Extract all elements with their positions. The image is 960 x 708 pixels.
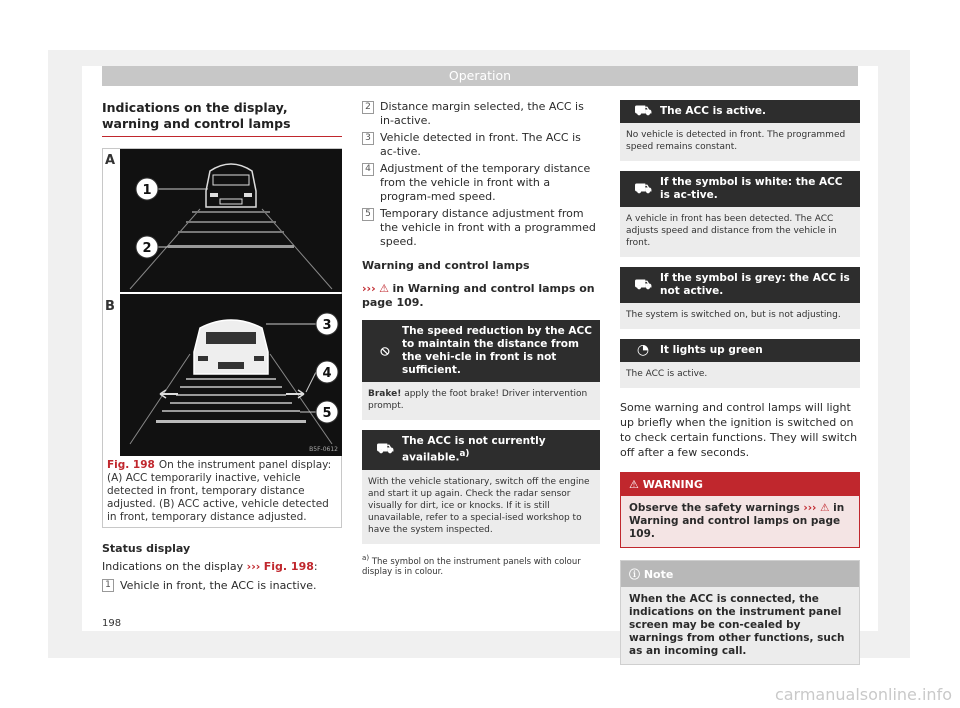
display-panel-b — [120, 294, 342, 456]
acc-brake-icon: ⦸ — [380, 342, 390, 359]
item-text-3: Vehicle detected in front. The ACC is ac-tive. — [380, 131, 581, 158]
warning-lamps-link[interactable]: in Warning and control lamps on page 109. — [362, 282, 595, 309]
warning-triangle-icon: ⚠ — [629, 478, 639, 491]
brake-label: Brake! — [368, 389, 402, 399]
section-title: Indications on the display, warning and control lamps — [102, 100, 291, 131]
warning-triangle-icon: ⚠ — [379, 282, 389, 295]
lamp-box-body: A vehicle in front has been detected. The ACC adjusts speed and distance from the vehicle in front. — [626, 214, 837, 248]
figure-caption — [107, 459, 341, 524]
arrow-icon: ››› — [803, 502, 817, 514]
acc-speedometer-icon: ⛟ — [634, 103, 652, 119]
callout-3-label: 3 — [322, 318, 332, 333]
lamp-box-not-available — [362, 430, 600, 544]
acc-unavailable-icon: ⛟ — [376, 441, 394, 458]
lamp-box-body: With the vehicle stationary, switch off the engine and start it up again. Check the radar sensor visually for dirt, ice or knocks. If it is still unavailable, refer to a special-ised workshop to have the system inspected. — [368, 476, 590, 535]
warning-triangle-icon: ⚠ — [820, 502, 830, 514]
status-intro-text: Indications on the display — [102, 560, 244, 573]
callout-2-label: 2 — [142, 241, 152, 256]
arrow-icon: ››› — [362, 282, 376, 295]
figure-link[interactable]: Fig. 198 — [263, 560, 314, 573]
list-item — [362, 207, 600, 249]
warning-lamps-reference — [362, 282, 600, 310]
item-number-5: 5 — [362, 208, 374, 221]
figure-number: Fig. 198 — [107, 459, 155, 471]
item-text-4: Adjustment of the temporary distance from the vehicle in front with a program-med speed. — [380, 162, 591, 203]
lamp-box-body: The system is switched on, but is not adjusting. — [626, 310, 841, 320]
title-rule — [102, 136, 342, 137]
callout-1-label: 1 — [142, 183, 152, 198]
item-number-3: 3 — [362, 132, 374, 145]
footnote-mark: a) — [459, 449, 470, 459]
lamp-box-title: If the symbol is white: the ACC is ac-tive. — [660, 176, 843, 201]
lamp-box-body: The ACC is active. — [626, 369, 708, 379]
lamp-box-green — [620, 339, 860, 388]
column-right — [620, 100, 860, 665]
figure-code: B5F-0612 — [309, 446, 338, 453]
figure-198 — [102, 148, 342, 528]
lamp-box-body: apply the foot brake! Driver intervention prompt. — [368, 389, 588, 411]
status-item-1 — [102, 577, 342, 595]
lamp-box-title: It lights up green — [660, 344, 763, 356]
footnote-mark: a) — [362, 552, 370, 562]
figure-label-a: A — [105, 153, 116, 168]
status-heading: Status display — [102, 542, 191, 555]
watermark: carmanualsonline.info — [774, 685, 952, 704]
car-icon — [206, 164, 256, 207]
item-number-2: 2 — [362, 101, 374, 114]
footnote-text: The symbol on the instrument panels with colour display is in colour. — [362, 556, 581, 578]
list-item — [362, 100, 600, 128]
warning-lamps-heading: Warning and control lamps — [362, 259, 530, 272]
arrow-icon: ››› — [246, 560, 261, 573]
note-box — [620, 560, 860, 665]
lamp-box-title: The ACC is not currently available. — [402, 435, 546, 464]
list-item — [362, 162, 600, 204]
status-intro — [102, 558, 342, 576]
warning-label: WARNING — [642, 478, 703, 491]
lamp-box-speed-reduction — [362, 320, 600, 420]
lamp-box-title: The speed reduction by the ACC to maintain the distance from the vehi-cle in front is not sufficient. — [402, 325, 592, 376]
chapter-header: Operation — [102, 66, 858, 86]
acc-gauge-icon: ◔ — [636, 342, 650, 358]
info-icon: ⓘ — [629, 568, 640, 581]
car-icon-active — [194, 320, 268, 374]
column-middle — [362, 100, 600, 578]
note-text: When the ACC is connected, the indications on the instrument panel screen may be con-cealed by warnings from other functions, such as an incoming call. — [621, 587, 859, 664]
item-text-5: Temporary distance adjustment from the vehicle in front with a programmed speed. — [380, 207, 596, 248]
page-number: 198 — [102, 618, 122, 629]
figure-label-b: B — [105, 299, 115, 314]
body-paragraph: Some warning and control lamps will light up briefly when the ignition is switched on to check certain functions. They will switch off after a few seconds. — [620, 401, 858, 459]
list-item — [362, 131, 600, 159]
warning-box — [620, 472, 860, 548]
note-label: Note — [643, 568, 674, 581]
item-number-1: 1 — [102, 579, 114, 592]
lamp-box-body: No vehicle is detected in front. The programmed speed remains constant. — [626, 130, 846, 152]
figure-caption-text: On the instrument panel display: (A) ACC temporarily inactive, vehicle detected in front, temporary distance adjusted. (B) ACC active, vehicle detected in front, temporary distance adjusted. — [107, 459, 332, 523]
status-colon: : — [313, 560, 318, 573]
acc-vehicle-ahead-icon: ⛟ — [634, 180, 652, 197]
footnote — [362, 552, 600, 579]
callout-5-label: 5 — [322, 406, 332, 421]
warning-link[interactable]: in Warning and control lamps on page 109. — [629, 502, 845, 540]
warning-text: Observe the safety warnings — [629, 502, 800, 514]
status-display — [102, 540, 342, 595]
acc-vehicle-ahead-grey-icon: ⛟ — [634, 276, 652, 293]
item-text-2: Distance margin selected, the ACC is in-active. — [380, 100, 584, 127]
status-item-1-text: Vehicle in front, the ACC is inactive. — [120, 579, 317, 592]
lamp-box-title: If the symbol is grey: the ACC is not active. — [660, 272, 850, 297]
lamp-box-title: The ACC is active. — [660, 105, 766, 117]
display-panel-a — [120, 149, 342, 292]
lamp-box-acc-active — [620, 100, 860, 161]
lamp-box-white-symbol — [620, 171, 860, 257]
display-illustration-b — [120, 294, 342, 456]
column-left — [102, 100, 342, 592]
item-number-4: 4 — [362, 163, 374, 176]
callout-4-label: 4 — [322, 366, 332, 381]
lamp-box-grey-symbol — [620, 267, 860, 329]
display-illustration-a — [120, 149, 342, 292]
